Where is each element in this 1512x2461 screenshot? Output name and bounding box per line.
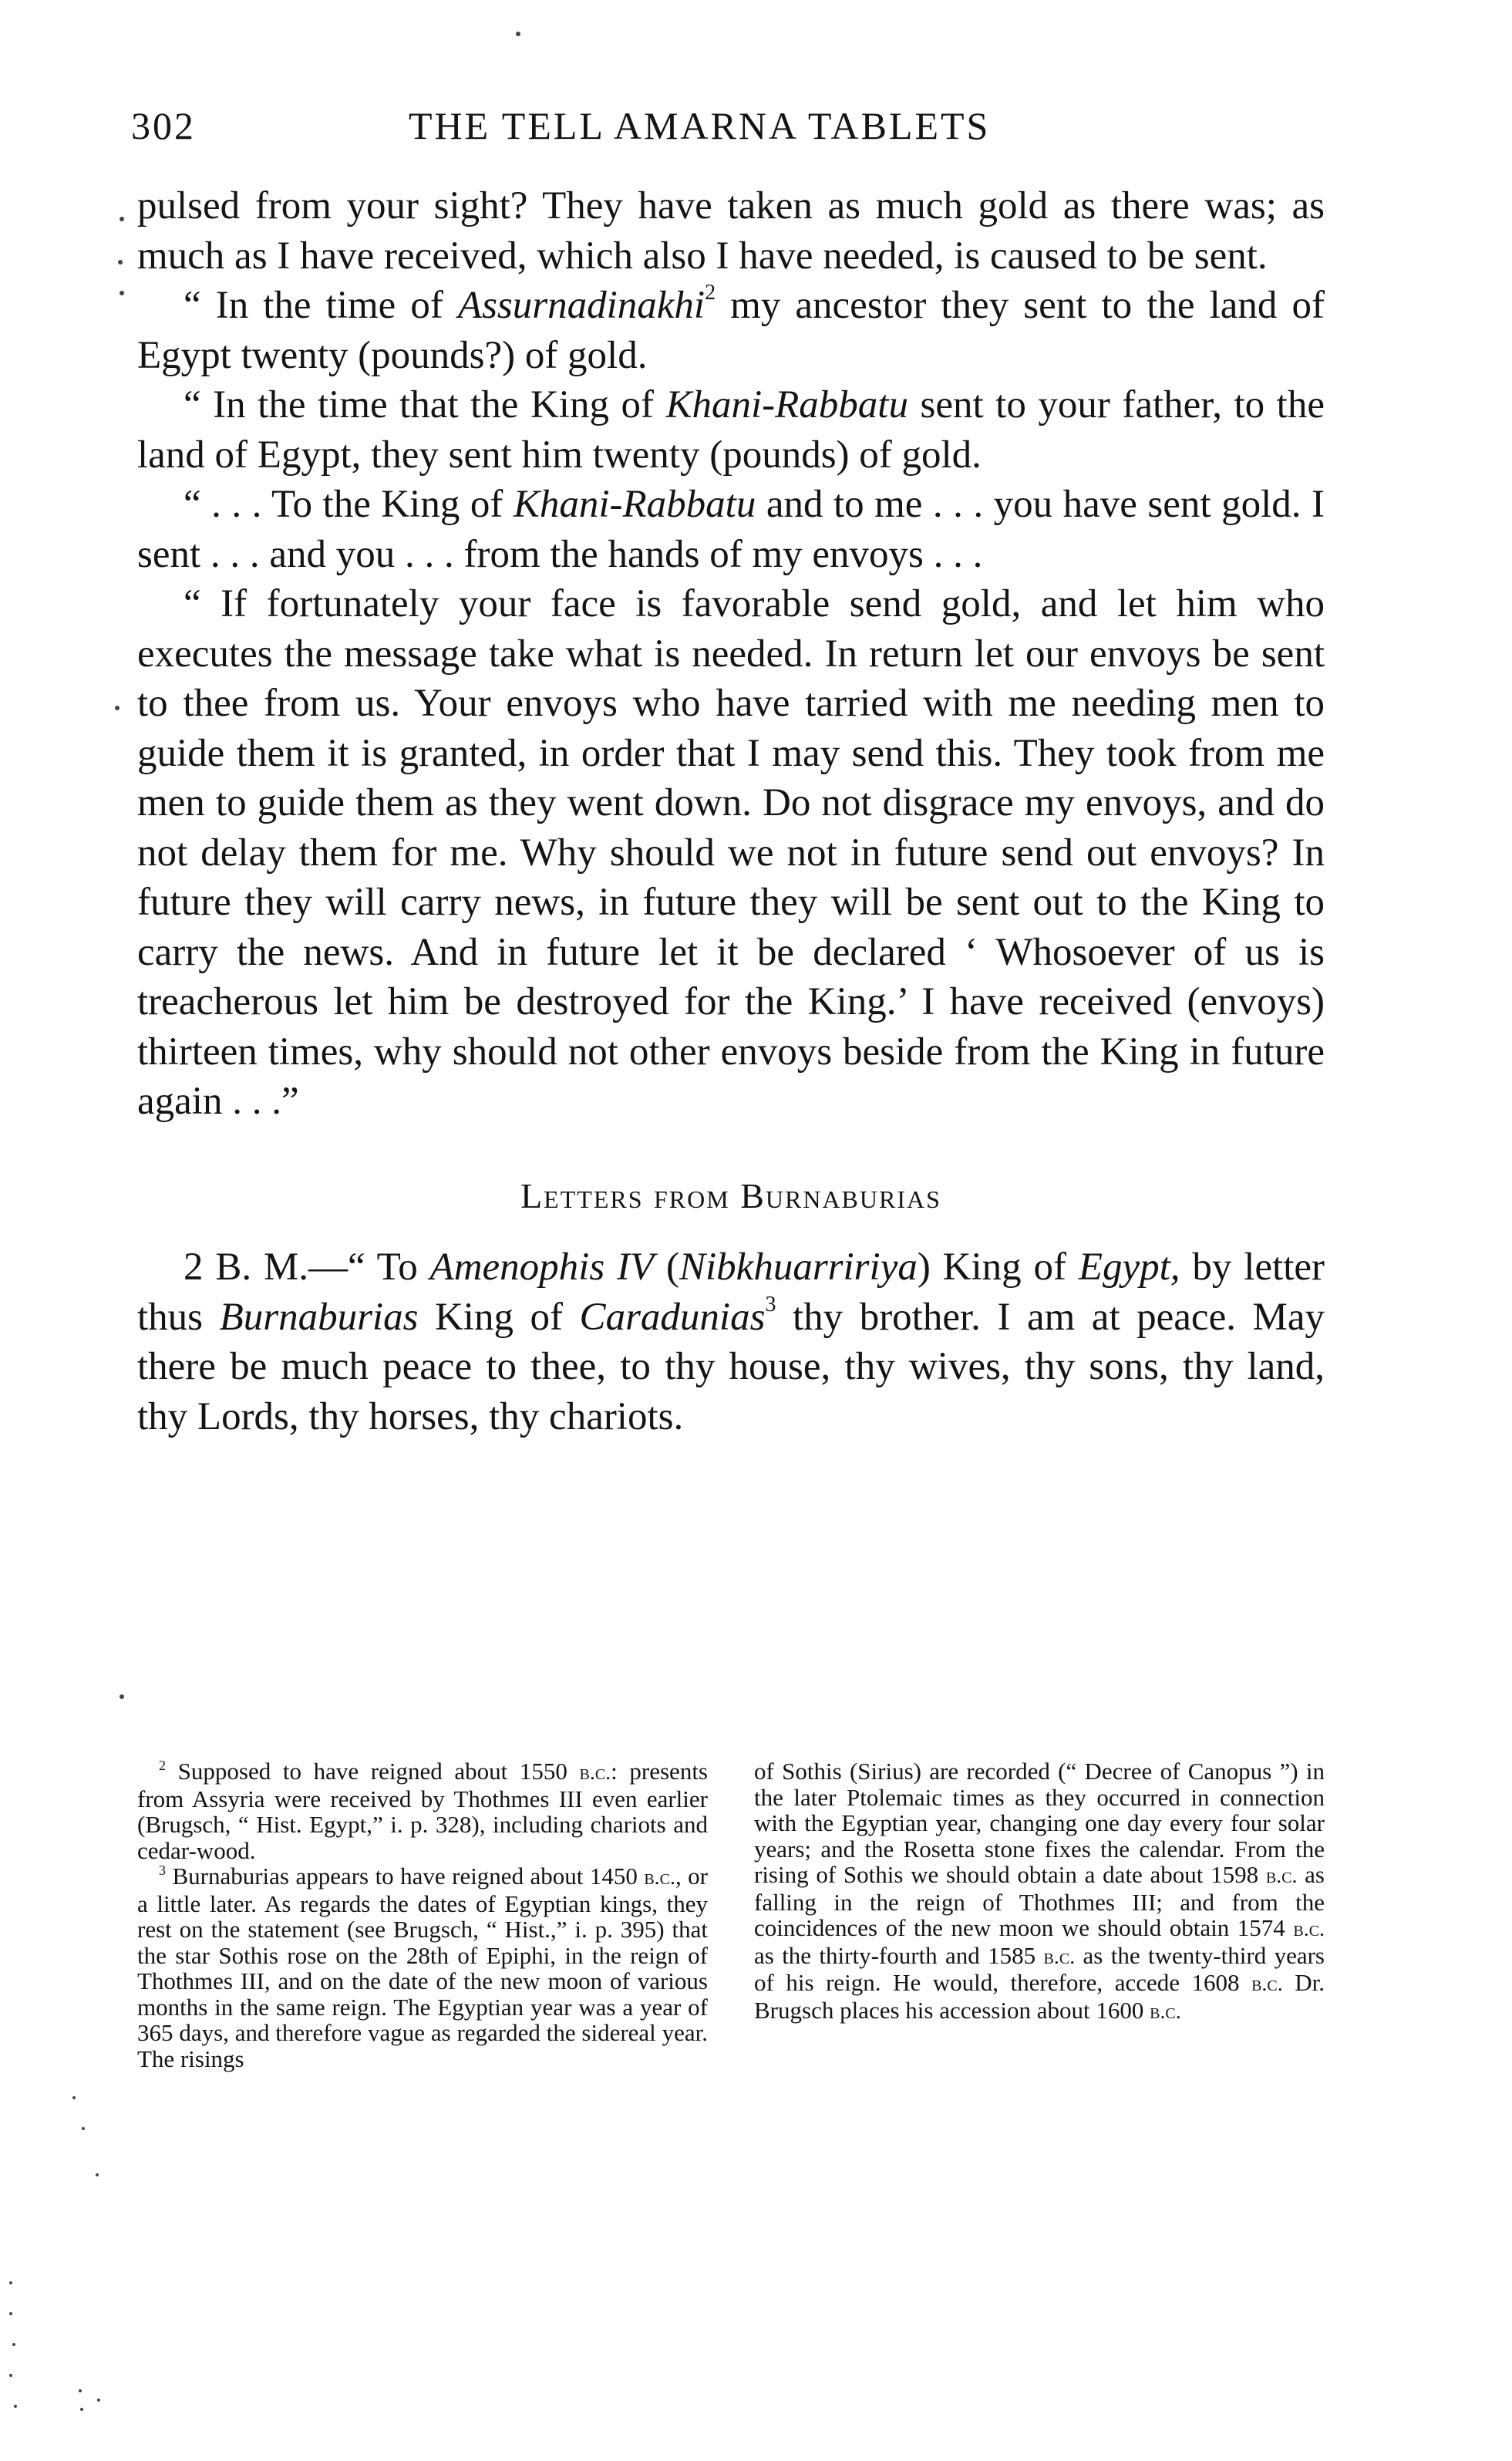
footnote-mark: 2 <box>159 1758 166 1773</box>
footnote-reference: 3 <box>765 1292 776 1316</box>
section-title: Letters from Burnaburias <box>520 1175 941 1215</box>
scan-speck <box>96 2173 99 2176</box>
scan-speck <box>120 291 124 295</box>
paragraph: “ In the time that the King of Khani-Rabbatu sent to your father, to the land of Egypt, they sent him twenty (pounds) of gold. <box>137 383 1325 477</box>
page-header <box>131 99 1334 160</box>
scan-speck <box>516 32 520 36</box>
proper-name: Nibkhuarririya <box>679 1246 918 1289</box>
footnote-3-continued: of Sothis (Sirius) are recorded (“ Decree of Canopus ”) in the later Ptolemaic times as they occurred in connection with the Egyptian year, changing one day every four solar years; and the Rosetta stone fixes the calendar. From the rising of Sothis we should obtain a date about 1598 b.c. as falling in the reign of Thothmes III; and from the coincidences of the new moon we should obtain 1574 b.c. as the thirty-fourth and 1585 b.c. as the twenty-third years of his reign. He would, therefore, accede 1608 b.c. Dr. Brugsch places his accession about 1600 b.c. <box>754 1758 1325 2024</box>
letter-number: 2 B. M. <box>184 1246 309 1289</box>
scan-speck <box>120 217 124 221</box>
scan-speck <box>14 2405 17 2408</box>
scan-speck <box>79 2389 82 2392</box>
scan-speck <box>82 2127 85 2130</box>
footnote-reference: 2 <box>705 281 716 305</box>
paragraph: 2 B. M.—“ To Amenophis IV (Nibkhuarririya) King of Egypt, by letter thus Burnaburias King of Caradunias$^3$ thy brother. I am at peace. May there be much peace to thee, to thy house, thy wives, thy sons, thy land, thy Lords, thy horses, thy chariots. <box>137 1246 1325 1438</box>
footnote-column-right <box>754 1758 1325 2072</box>
scan-speck <box>80 2408 83 2411</box>
proper-name: Egypt, <box>1078 1246 1180 1289</box>
proper-name: Khani-Rabbatu <box>513 483 756 526</box>
running-title: THE TELL AMARNA TABLETS <box>409 104 991 147</box>
scan-speck <box>97 2399 100 2402</box>
scan-speck <box>12 2343 15 2346</box>
page-number: 302 <box>131 104 196 147</box>
scan-speck <box>120 1694 124 1699</box>
proper-name: Caradunias <box>579 1295 766 1339</box>
scan-speck <box>115 706 120 710</box>
scan-speck <box>9 2374 12 2377</box>
proper-name: Assurnadinakhi <box>457 284 705 327</box>
paragraph: “ . . . To the King of Khani-Rabbatu and to me . . . you have sent gold. I sent . . . and you . . . from the hands of my envoys . . . <box>137 483 1325 576</box>
footnotes <box>137 1758 1325 2072</box>
proper-name: Khani-Rabbatu <box>665 383 908 426</box>
main-text <box>137 181 1325 1441</box>
footnote-2: $^2$ Supposed to have reigned about 1550 b.c.: presents from Assyria were received by Thothmes III even earlier (Brugsch, “ Hist. Egypt,” i. p. 328), including chariots and cedar-wood. <box>137 1758 708 1864</box>
scan-speck <box>9 2312 12 2315</box>
footnote-column-left <box>137 1758 708 2072</box>
proper-name: Amenophis IV <box>429 1246 655 1289</box>
paragraph: “ If fortunately your face is favorable send gold, and let him who executes the message take what is needed. In return let our envoys be sent to thee from us. Your envoys who have tarried with me needing men to guide them it is granted, in order that I may send this. They took from me men to guide them as they went down. Do not disgrace my envoys, and do not delay them for me. Why should we not in future send out envoys? In future they will carry news, in future they will be sent out to the King to carry the news. And in future let it be declared ‘ Whosoever of us is treacherous let him be destroyed for the King.’ I have received (envoys) thirteen times, why should not other envoys beside from the King in future again . . .” <box>137 582 1325 1123</box>
scan-speck <box>9 2281 12 2284</box>
scan-speck <box>118 260 123 265</box>
proper-name: Burnaburias <box>219 1295 419 1339</box>
footnote-3: $^3$ Burnaburias appears to have reigned about 1450 b.c., or a little later. As regards the dates of Egyptian kings, they rest on the statement (see Brugsch, “ Hist.,” i. p. 395) that the star Sothis rose on the 28th of Epiphi, in the reign of Thothmes III, and on the date of the new moon of various months in the same reign. The Egyptian year was a year of 365 days, and therefore vague as regarded the sidereal year. The risings <box>137 1863 708 2072</box>
footnote-mark: 3 <box>159 1863 166 1878</box>
scan-speck <box>72 2096 76 2099</box>
paragraph: “ In the time of Assurnadinakhi$^2$ my ancestor they sent to the land of Egypt twenty (pounds?) of gold. <box>137 281 1325 377</box>
paragraph: pulsed from your sight? They have taken as much gold as there was; as much as I have received, which also I have needed, is caused to be sent. <box>137 184 1325 278</box>
